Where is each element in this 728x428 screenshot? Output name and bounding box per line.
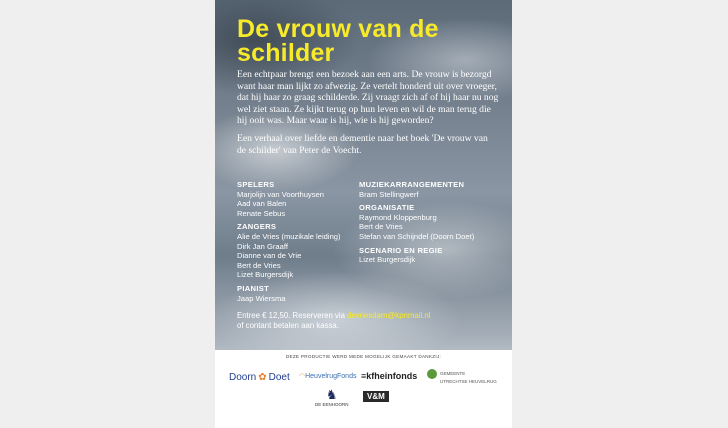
eenhoorn-logo-text: DE EENHOORN xyxy=(315,402,349,407)
credits-left-column xyxy=(237,180,362,303)
credits-heading: PIANIST xyxy=(237,283,270,293)
credit-name: Marjolijn van Voorthuysen xyxy=(237,189,324,199)
reservation-email-link[interactable]: devriesdam@kpnmail.nl xyxy=(347,311,431,320)
gemeente-emblem-icon xyxy=(427,369,437,379)
credits-heading: SCENARIO EN REGIE xyxy=(359,245,443,255)
heuvelrug-logo-text: HeuvelrugFonds xyxy=(305,373,357,380)
intro-paragraph-2: Een verhaal over liefde en dementie naar het boek 'De vrouw van de schilder' van Peter de Voecht. xyxy=(237,132,488,156)
doorn-logo-text: Doorn xyxy=(229,372,257,383)
credit-name: Lizet Burgersdijk xyxy=(359,255,416,265)
kfhein-logo xyxy=(361,371,417,381)
credits-heading: ZANGERS xyxy=(237,222,277,232)
poster-title: De vrouw van de schilder xyxy=(237,15,439,67)
credit-name: Jaap Wiersma xyxy=(237,293,286,303)
event-poster xyxy=(215,0,512,428)
doorn-doet-logo xyxy=(229,372,290,383)
intro-paragraph-1: Een echtpaar brengt een bezoek aan een arts. De vrouw is bezorgd want haar man lijkt zo afwezig. Ze vertelt honderd uit over vroeger, dat hij haar zo graag schilderde. Zij vraagt zich af of hij haar nu nog wel ziet staan. Ze kijkt terug op hun leven en wil de man terug die hij ooit was. Maar waar is hij, wie is hij geworden? xyxy=(237,69,499,127)
credits-heading: MUZIEKARRANGEMENTEN xyxy=(359,180,465,189)
heuvelrug-mark-icon: ◠ xyxy=(299,373,306,380)
credit-name: Raymond Kloppenburg xyxy=(359,212,437,222)
gemeente-logo-subtext: UTRECHTSE HEUVELRUG xyxy=(440,379,497,384)
credits-right-column xyxy=(359,180,509,265)
kf-logo-text: kfheinfonds xyxy=(366,371,418,381)
credit-name: Bram Stellingwerf xyxy=(359,189,419,199)
credit-name: Alie de Vries (muzikale leiding) xyxy=(237,231,341,241)
sponsor-thanks: DEZE PRODUCTIE WERD MEDE MOGELIJK GEMAAKT DANKZIJ: xyxy=(285,354,442,359)
entree-price-text: Entree € 12,50. Reserveren via xyxy=(237,311,348,320)
gemeente-logo xyxy=(427,369,497,385)
credit-name: Bert de Vries xyxy=(237,260,281,270)
entree-info xyxy=(237,311,502,330)
credit-name: Lizet Burgersdijk xyxy=(237,270,294,280)
kf-mark-icon: ≡ xyxy=(361,371,367,381)
gemeente-logo-text: GEMEENTE xyxy=(440,371,466,377)
entree-payment-text: of contant betalen aan kassa. xyxy=(237,320,339,330)
vm-logo: V&M xyxy=(363,391,389,402)
sponsor-bar xyxy=(215,350,512,428)
doet-logo-text: Doet xyxy=(268,372,290,383)
heuvelrugfonds-logo xyxy=(299,372,356,380)
credits-heading: ORGANISATIE xyxy=(359,203,415,213)
credits-heading: SPELERS xyxy=(237,180,275,189)
credit-name: Dianne van de Vrie xyxy=(237,251,302,261)
credit-name: Bert de Vries xyxy=(359,222,403,232)
eenhoorn-logo xyxy=(315,388,349,407)
intro-text xyxy=(237,69,499,162)
credit-name: Dirk Jan Graaff xyxy=(237,241,288,251)
credit-name: Stefan van Schijndel (Doorn Doet) xyxy=(359,231,475,241)
flower-icon: ✿ xyxy=(258,372,267,383)
unicorn-icon: ♞ xyxy=(325,387,338,402)
credit-name: Aad van Balen xyxy=(237,199,287,209)
credit-name: Renate Sebus xyxy=(237,208,286,218)
